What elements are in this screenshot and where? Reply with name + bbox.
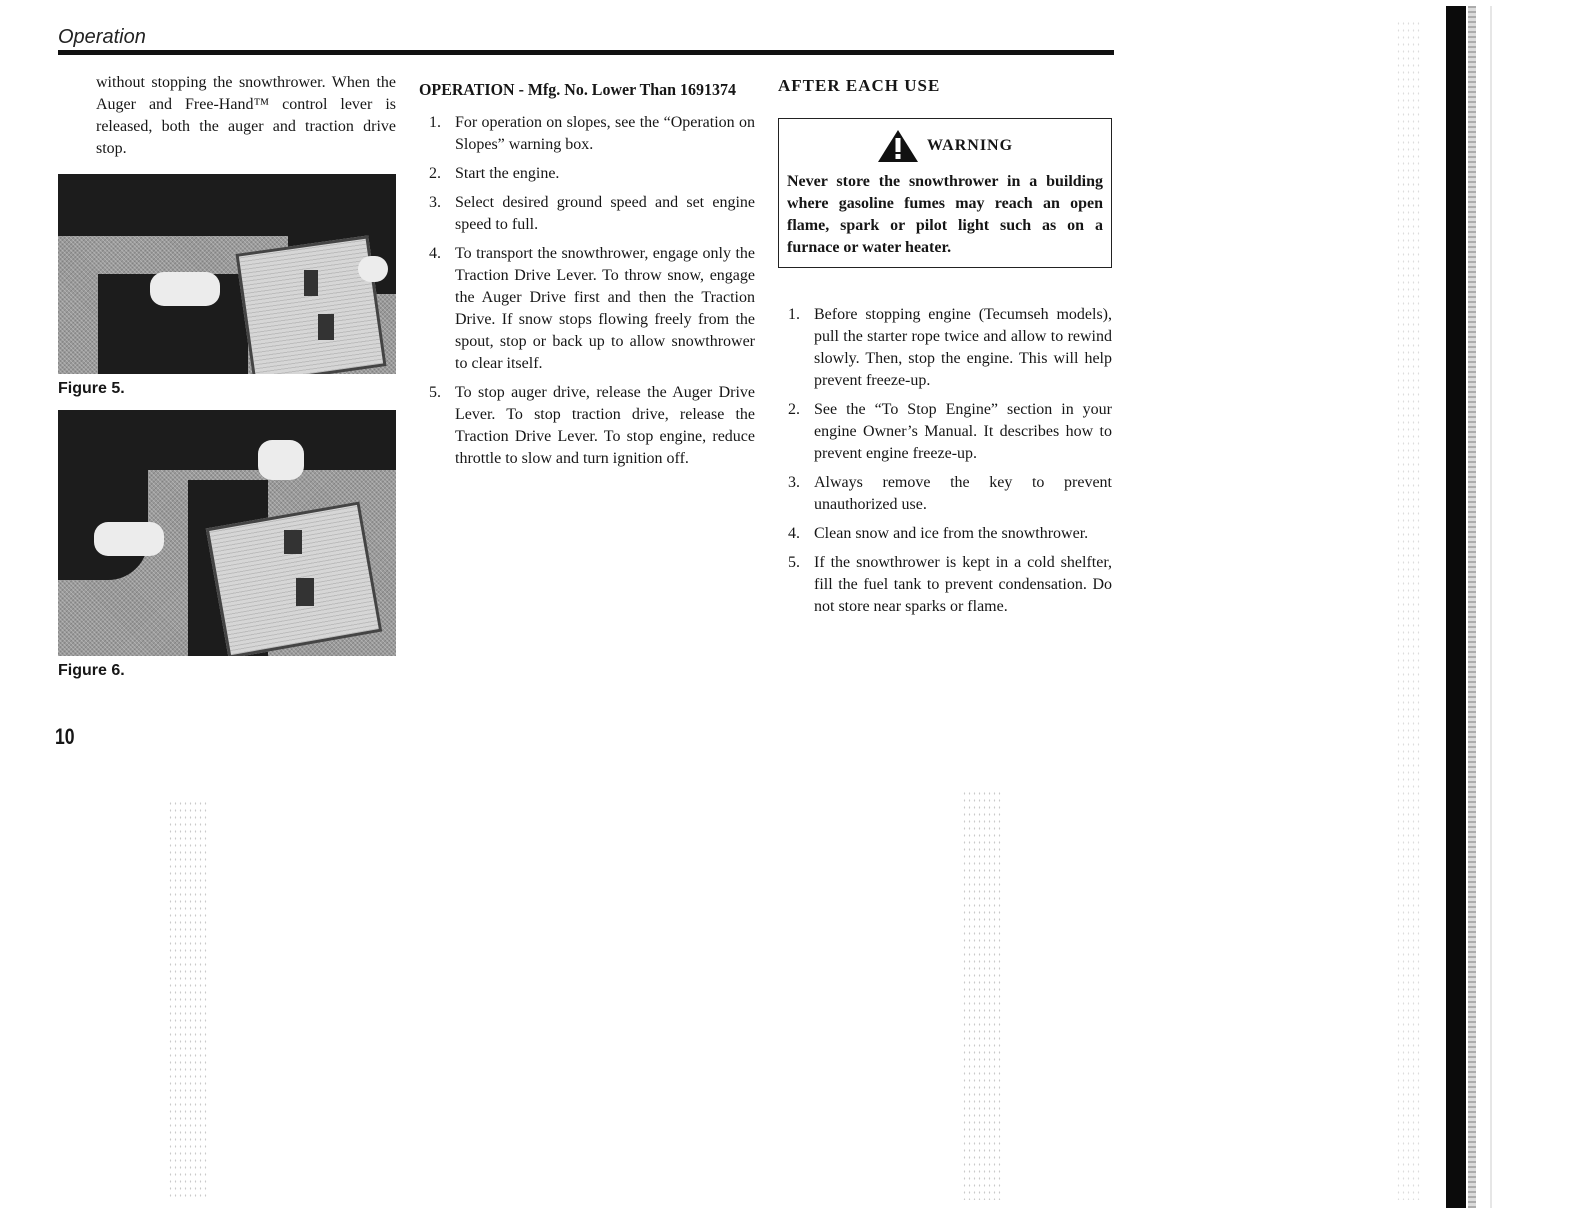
intro-text: without stopping the snowthrower. When the Auger and Free-Hand™ control lever is released, both the auger and traction drive stop. <box>96 74 396 157</box>
figure-5-photo <box>58 174 396 374</box>
left-column <box>58 72 396 680</box>
warning-text: Never store the snowthrower in a building where gasoline fumes may reach an open flame, spark or pilot light such as on a furnace or water heater. <box>787 173 1103 256</box>
list-item: 2. See the “To Stop Engine” section in your engine Owner’s Manual. It describes how to prevent engine freeze-up. <box>788 401 1112 462</box>
scan-speckle <box>168 800 208 1200</box>
header-rule <box>58 50 1114 55</box>
list-item: 3. Select desired ground speed and set engine speed to full. <box>429 194 755 233</box>
list-item: 5. If the snowthrower is kept in a cold shelfter, fill the fuel tank to prevent condensation. Do not store near sparks or flame. <box>788 554 1112 615</box>
figure-6-caption: Figure 6. <box>58 662 125 679</box>
scan-speckle <box>1396 20 1420 1200</box>
list-item: 5. To stop auger drive, release the Auger Drive Lever. To stop traction drive, release the Traction Drive Lever. To stop engine, reduce throttle to slow and turn ignition off. <box>429 384 755 467</box>
operation-steps <box>419 112 755 470</box>
page-number: 10 <box>55 724 75 749</box>
section-title: Operation <box>58 26 146 48</box>
warning-triangle-icon <box>877 129 919 163</box>
figure-6-photo <box>58 410 396 656</box>
figure-5-caption: Figure 5. <box>58 380 125 397</box>
warning-box <box>778 118 1112 268</box>
list-item: 1. For operation on slopes, see the “Operation on Slopes” warning box. <box>429 114 755 153</box>
warning-title: WARNING <box>926 137 1014 154</box>
after-use-steps <box>778 304 1112 618</box>
list-item: 3. Always remove the key to prevent unauthorized use. <box>788 474 1112 513</box>
after-use-heading: AFTER EACH USE <box>778 76 941 95</box>
scan-edge-line <box>1490 6 1492 1208</box>
operation-heading: OPERATION - Mfg. No. Lower Than 1691374 <box>419 80 736 99</box>
list-item: 2. Start the engine. <box>429 165 560 182</box>
operation-section <box>419 80 755 477</box>
scan-edge-bar <box>1446 6 1466 1208</box>
list-item: 4. To transport the snowthrower, engage only the Traction Drive Lever. To throw snow, engage the Auger Drive first and then the Traction Drive. If snow stops flowing freely from the spout, stop or back up to allow snowthrower to clear itself. <box>429 245 755 372</box>
after-use-section <box>778 76 1112 625</box>
scan-speckle <box>962 790 1002 1200</box>
scan-edge-texture <box>1468 6 1476 1208</box>
list-item: 4. Clean snow and ice from the snowthrower. <box>788 525 1089 542</box>
list-item: 1. Before stopping engine (Tecumseh models), pull the starter rope twice and allow to rewind slowly. Then, stop the engine. This will help prevent freeze-up. <box>788 306 1112 389</box>
